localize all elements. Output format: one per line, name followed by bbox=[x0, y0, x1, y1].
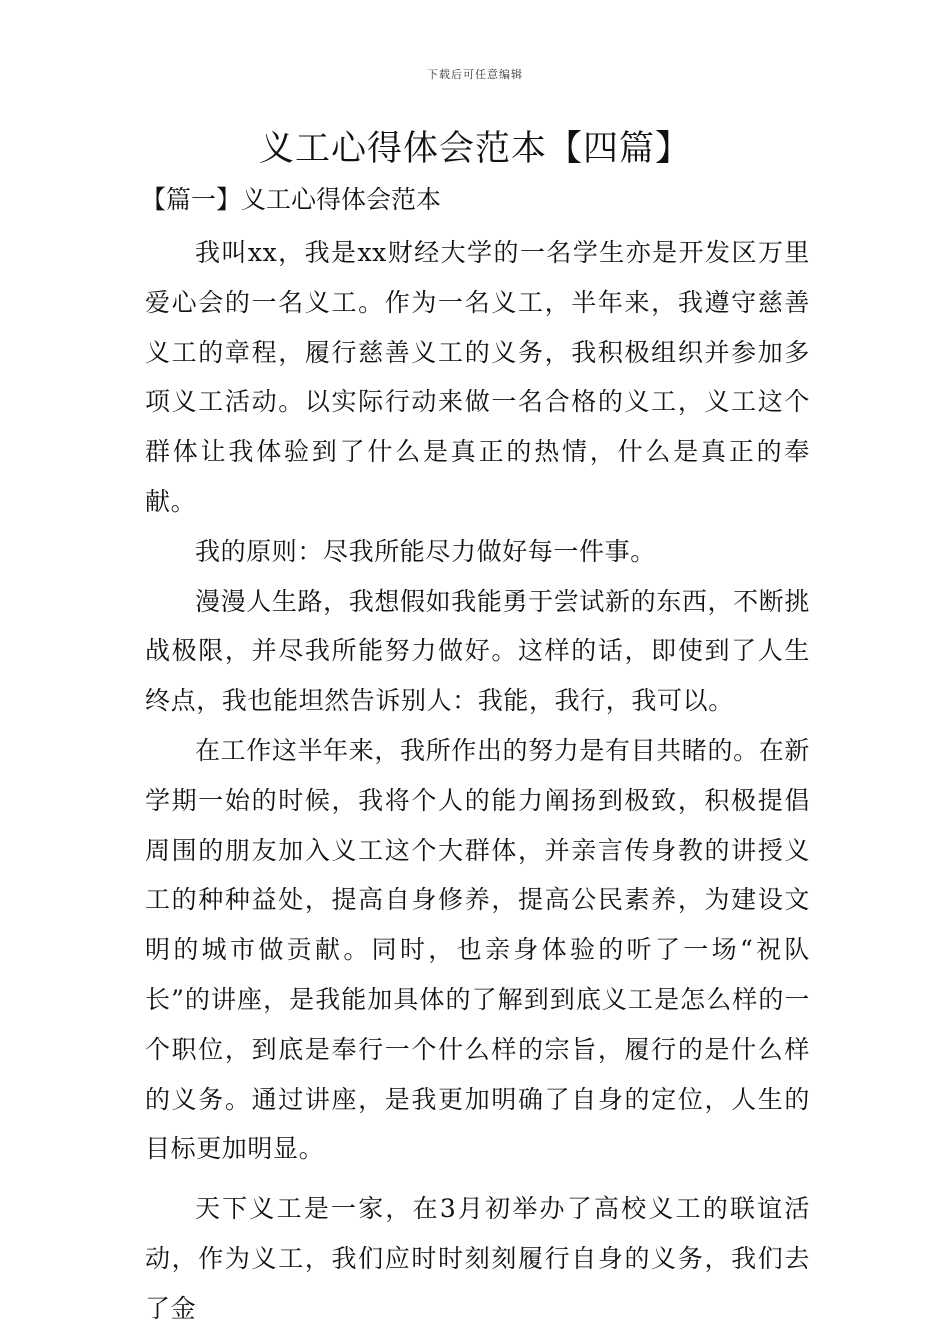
section-heading: 【篇一】义工心得体会范本 bbox=[141, 185, 442, 214]
paragraph-intro: 我叫xx，我是xx财经大学的一名学生亦是开发区万里爱心会的一名义工。作为一名义工，半年来，我遵守慈善义工的章程，履行慈善义工的义务，我积极组织并参加多项义工活动。以实际行动来做一名合格的义工，义工这个群体让我体验到了什么是真正的热情，什么是真正的奉献。 bbox=[145, 238, 810, 516]
paragraph-work-half-year: 在工作这半年来，我所作出的努力是有目共睹的。在新学期一始的时候，我将个人的能力阐扬到极致，积极提倡周围的朋友加入义工这个大群体，并亲言传身教的讲授义工的种种益处，提高自身修养，提高公民素养，为建设文明的城市做贡献。同时，也亲身体验的听了一场“祝队长”的讲座，是我能加具体的了解到到底义工是怎么样的一个职位，到底是奉行一个什么样的宗旨，履行的是什么样的义务。通过讲座，是我更加明确了自身的定位，人生的目标更加明显。 bbox=[145, 735, 810, 1164]
document-body bbox=[141, 181, 810, 1334]
document-title: 义工心得体会范本【四篇】 bbox=[258, 129, 691, 169]
paragraph-principle: 我的原则：尽我所能尽力做好每一件事。 bbox=[195, 536, 656, 566]
paragraph-volunteer-family: 天下义工是一家，在3月初举办了高校义工的联谊活动，作为义工，我们应时时刻刻履行自身的义务，我们去了金 bbox=[145, 1194, 810, 1323]
paragraph-life-road: 漫漫人生路，我想假如我能勇于尝试新的东西，不断挑战极限，并尽我所能努力做好。这样的话，即使到了人生终点，我也能坦然告诉别人：我能，我行，我可以。 bbox=[145, 586, 810, 716]
header-note: 下载后可任意编辑 bbox=[427, 68, 523, 81]
